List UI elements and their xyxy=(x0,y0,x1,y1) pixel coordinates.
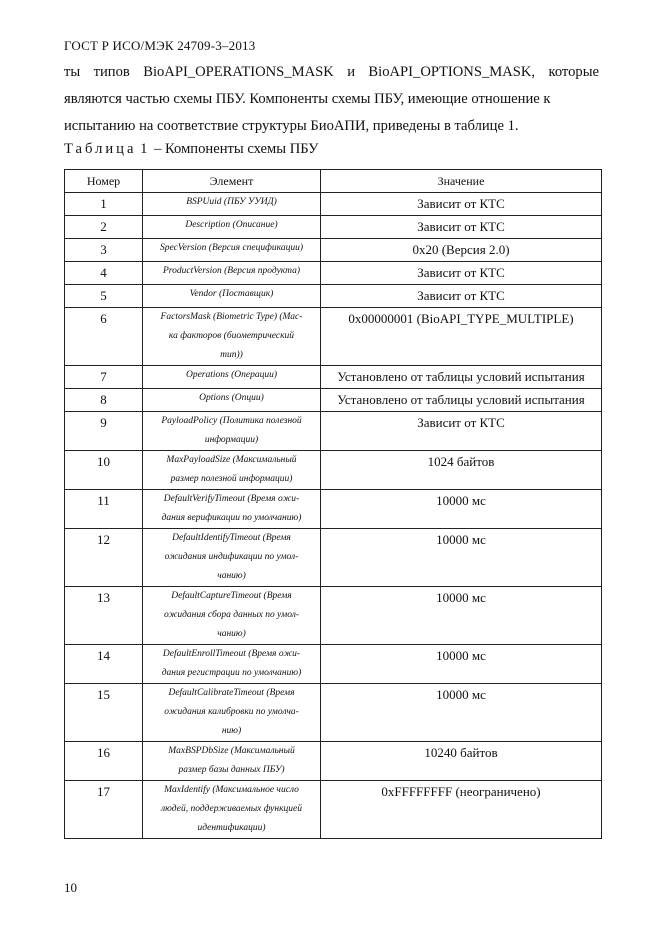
element-line: Options (Опции) xyxy=(199,393,264,403)
element-line: ожидания сбора данных по умол- xyxy=(163,610,300,620)
row-value: 10240 байтов xyxy=(321,742,602,781)
header-value: Значение xyxy=(321,170,602,193)
row-value: 0x20 (Версия 2.0) xyxy=(321,239,602,262)
table-row xyxy=(65,239,602,262)
document-header: ГОСТ Р ИСО/МЭК 24709-3–2013 xyxy=(64,38,256,53)
row-number: 14 xyxy=(65,645,143,684)
element-line: идентификации) xyxy=(197,823,266,833)
row-value: Зависит от КТС xyxy=(321,262,602,285)
row-value: 10000 мс xyxy=(321,684,602,742)
row-number: 5 xyxy=(65,285,143,308)
element-line: ка факторов (биометрический xyxy=(168,331,295,341)
element-line: Vendor (Поставщик) xyxy=(189,289,274,299)
row-number: 11 xyxy=(65,490,143,529)
element-line: PayloadPolicy (Политика полезной xyxy=(161,416,302,426)
row-number: 3 xyxy=(65,239,143,262)
row-element xyxy=(143,216,321,239)
table-row xyxy=(65,490,602,529)
row-element xyxy=(143,587,321,645)
row-number: 9 xyxy=(65,412,143,451)
row-element xyxy=(143,308,321,366)
paragraph-line-3: испытанию на соответствие структуры БиоАПИ, приведены в таблице 1. xyxy=(64,118,519,134)
row-element xyxy=(143,684,321,742)
row-number: 15 xyxy=(65,684,143,742)
element-line: BSPUuid (ПБУ УУИД) xyxy=(186,197,277,207)
row-element xyxy=(143,412,321,451)
table-caption xyxy=(64,141,318,158)
paragraph-line-2: являются частью схемы ПБУ. Компоненты схемы ПБУ, имеющие отношение к xyxy=(64,91,551,107)
row-element xyxy=(143,285,321,308)
row-element xyxy=(143,193,321,216)
components-table xyxy=(64,169,602,839)
row-number: 17 xyxy=(65,781,143,839)
body-paragraph xyxy=(64,59,599,140)
row-number: 10 xyxy=(65,451,143,490)
row-element xyxy=(143,490,321,529)
row-value: Зависит от КТС xyxy=(321,216,602,239)
table-header-row xyxy=(65,170,602,193)
row-number: 1 xyxy=(65,193,143,216)
table-row xyxy=(65,684,602,742)
element-line: MaxIdentify (Максимальное число xyxy=(164,785,299,795)
header-number: Номер xyxy=(65,170,143,193)
element-line: информации) xyxy=(204,435,259,445)
element-line: Description (Описание) xyxy=(185,220,278,230)
table-row xyxy=(65,285,602,308)
element-line: DefaultCalibrateTimeout (Время xyxy=(168,688,295,698)
row-element xyxy=(143,366,321,389)
element-line: MaxBSPDbSize (Максимальный xyxy=(168,746,295,756)
element-line: DefaultVerifyTimeout (Время ожи- xyxy=(163,494,300,504)
element-line: размер базы данных ПБУ) xyxy=(178,765,285,775)
element-line: DefaultCaptureTimeout (Время xyxy=(171,591,292,601)
element-line: FactorsMask (Biometric Type) (Мас- xyxy=(160,312,303,322)
table-row xyxy=(65,645,602,684)
row-element xyxy=(143,262,321,285)
row-number: 13 xyxy=(65,587,143,645)
row-value: Установлено от таблицы условий испытания xyxy=(321,366,602,389)
row-element xyxy=(143,529,321,587)
row-number: 6 xyxy=(65,308,143,366)
paragraph-line-1: ты типов BioAPI_OPERATIONS_MASK и BioAPI_OPTIONS_MASK, которые xyxy=(64,64,599,80)
element-line: DefaultIdentifyTimeout (Время xyxy=(172,533,291,543)
row-number: 4 xyxy=(65,262,143,285)
element-line: чанию) xyxy=(217,571,246,581)
element-line: ProductVersion (Версия продукта) xyxy=(162,266,301,276)
table-row xyxy=(65,742,602,781)
row-value: Зависит от КТС xyxy=(321,285,602,308)
row-element xyxy=(143,239,321,262)
element-line: Operations (Операции) xyxy=(185,370,278,380)
table-row xyxy=(65,366,602,389)
table-body xyxy=(65,193,602,839)
table-row xyxy=(65,529,602,587)
caption-title: – Компоненты схемы ПБУ xyxy=(154,141,319,157)
element-line: дания верификации по умолчанию) xyxy=(161,513,302,523)
row-number: 8 xyxy=(65,389,143,412)
table-row xyxy=(65,389,602,412)
caption-prefix: Таблица xyxy=(64,141,137,157)
row-value: 1024 байтов xyxy=(321,451,602,490)
table-row xyxy=(65,262,602,285)
row-value: Зависит от КТС xyxy=(321,412,602,451)
element-line: нию) xyxy=(221,726,242,736)
element-line: размер полезной информации) xyxy=(170,474,293,484)
table-row xyxy=(65,193,602,216)
element-line: тип)) xyxy=(220,350,243,360)
row-element xyxy=(143,389,321,412)
element-line: SpecVersion (Версия спецификации) xyxy=(159,243,304,253)
table-row xyxy=(65,216,602,239)
table-row xyxy=(65,781,602,839)
row-element xyxy=(143,451,321,490)
row-value: 0x00000001 (BioAPI_TYPE_MULTIPLE) xyxy=(321,308,602,366)
element-line: ожидания калибровки по умолча- xyxy=(164,707,299,717)
row-element xyxy=(143,742,321,781)
row-number: 16 xyxy=(65,742,143,781)
row-number: 2 xyxy=(65,216,143,239)
element-line: ожидания индификации по умол- xyxy=(164,552,299,562)
row-element xyxy=(143,781,321,839)
table-row xyxy=(65,308,602,366)
element-line: людей, поддерживаемых функцией xyxy=(160,804,303,814)
element-line: MaxPayloadSize (Максимальный xyxy=(166,455,297,465)
row-value: 10000 мс xyxy=(321,529,602,587)
row-element xyxy=(143,645,321,684)
row-number: 7 xyxy=(65,366,143,389)
row-value: 0xFFFFFFFF (неограничено) xyxy=(321,781,602,839)
table-row xyxy=(65,412,602,451)
row-value: Зависит от КТС xyxy=(321,193,602,216)
row-value: 10000 мс xyxy=(321,645,602,684)
row-value: 10000 мс xyxy=(321,587,602,645)
table-row xyxy=(65,587,602,645)
row-value: 10000 мс xyxy=(321,490,602,529)
element-line: DefaultEnrollTimeout (Время ожи- xyxy=(162,649,301,659)
row-value: Установлено от таблицы условий испытания xyxy=(321,389,602,412)
caption-number: 1 xyxy=(140,141,151,157)
header-element: Элемент xyxy=(143,170,321,193)
table-row xyxy=(65,451,602,490)
element-line: чанию) xyxy=(217,629,246,639)
page-number: 10 xyxy=(64,880,77,895)
element-line: дания регистрации по умолчанию) xyxy=(161,668,302,678)
row-number: 12 xyxy=(65,529,143,587)
